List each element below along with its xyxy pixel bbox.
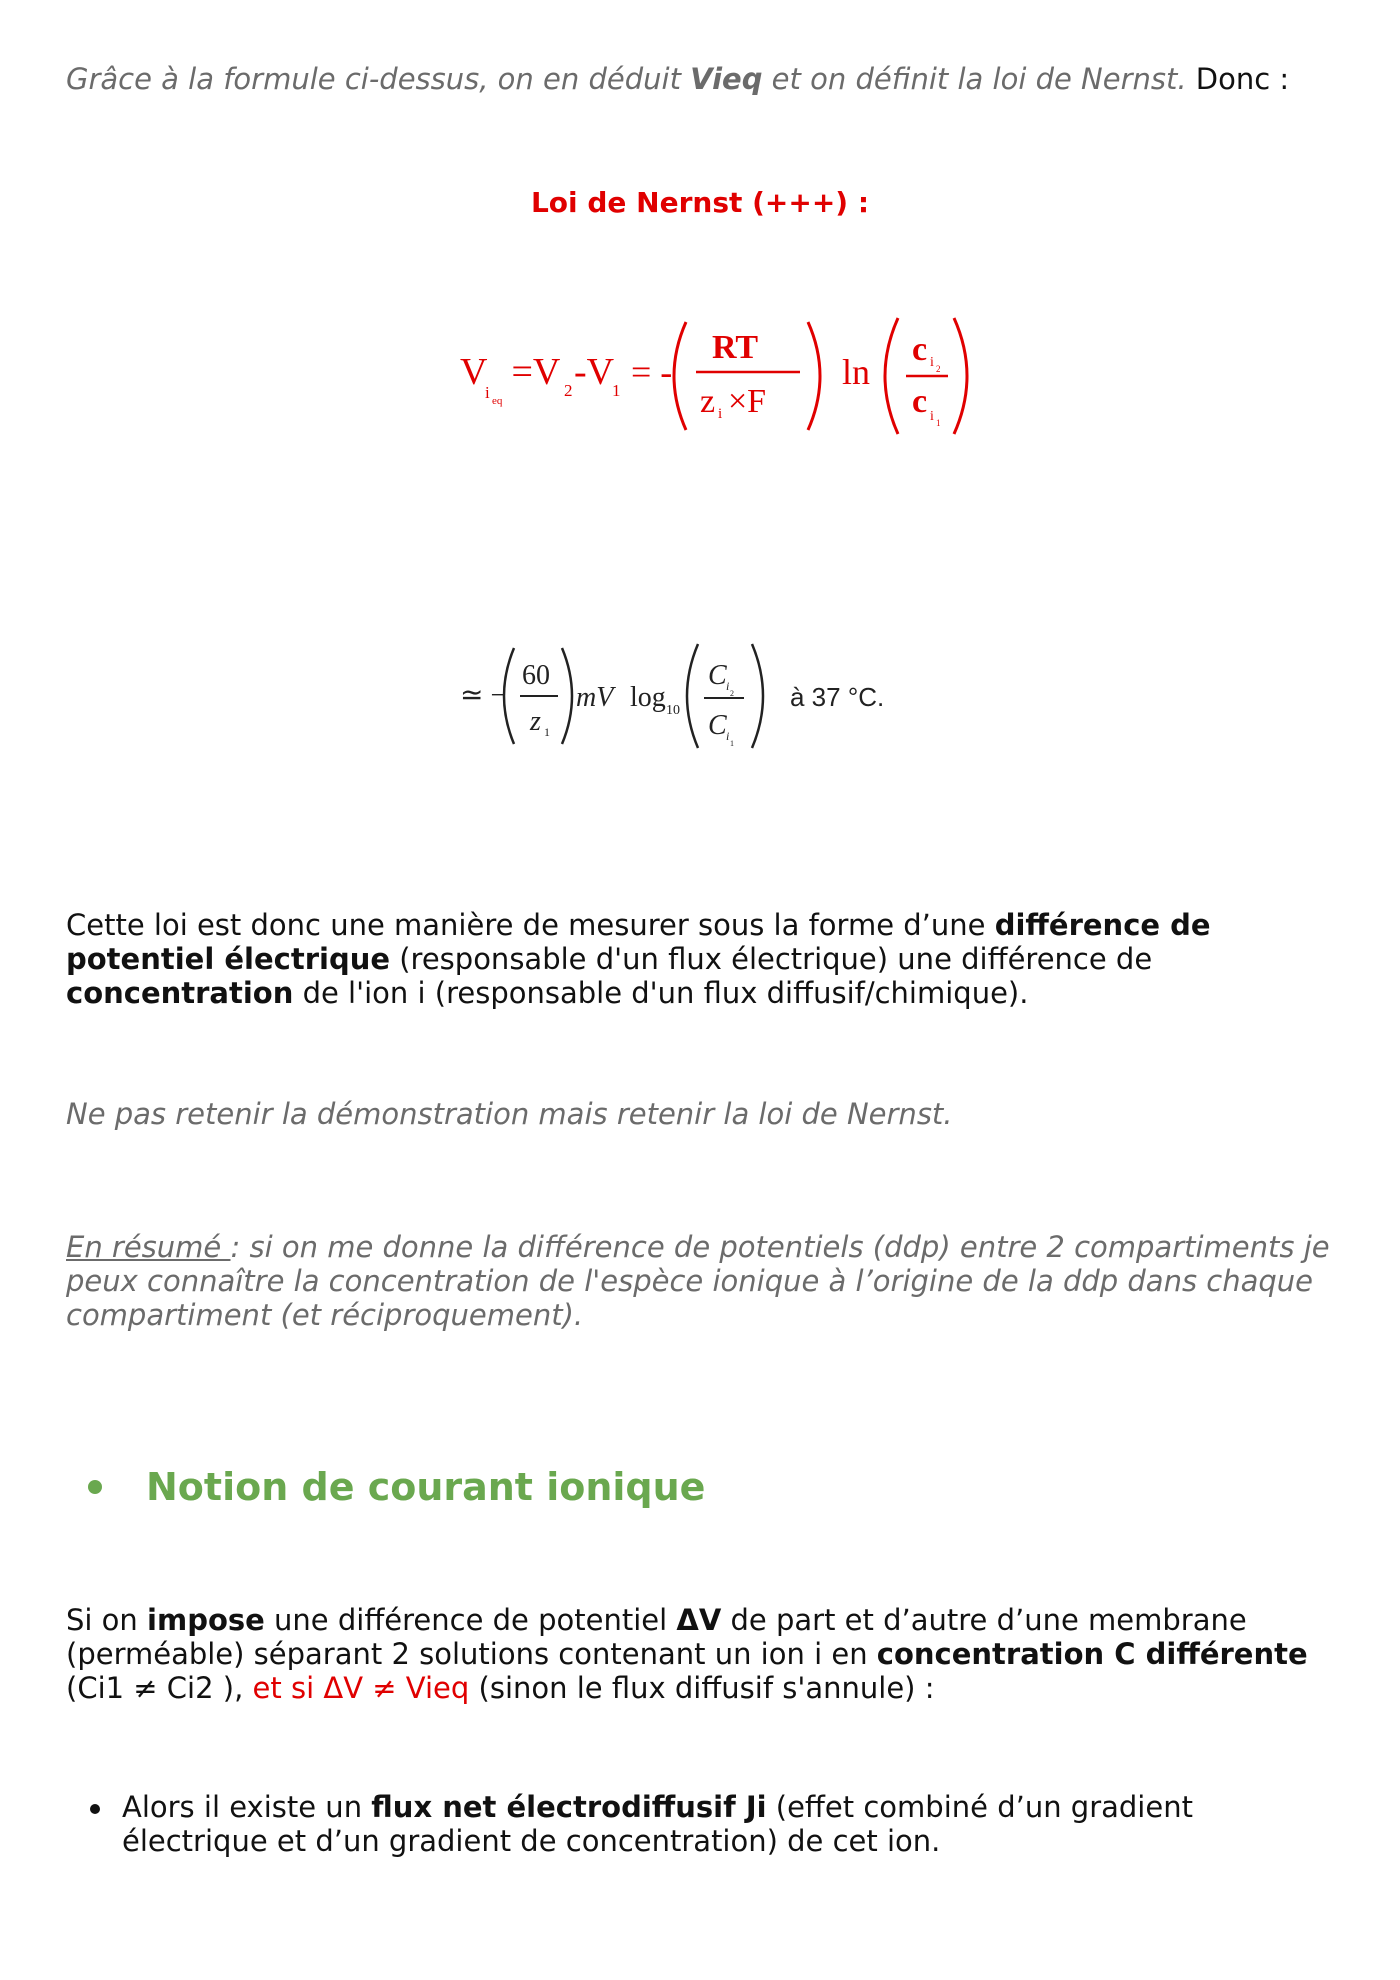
b1-bold-flux: flux net électrodiffusif Ji [371, 1790, 767, 1824]
f2-c-num-i: i [726, 679, 730, 693]
f1-den-z: z [700, 383, 716, 420]
f2-paren-right-1 [562, 648, 572, 744]
f1-sub-1: 1 [612, 381, 621, 400]
f1-paren-left-2 [885, 318, 898, 434]
p2-text-5: (sinon le flux diffusif s'annule) : [469, 1671, 935, 1705]
f1-den-sub-i: i [718, 406, 723, 422]
ionic-current-paragraph [66, 1603, 1356, 1705]
summary-label: En résumé [66, 1230, 231, 1264]
nernst-formula [460, 312, 980, 442]
p2-text-1: Si on [66, 1603, 148, 1637]
f1-num-rt: RT [712, 329, 759, 366]
nernst-law-title: Loi de Nernst (+++) : [530, 186, 870, 219]
f2-paren-right-2 [752, 644, 763, 748]
f1-c-num-i: i [930, 355, 934, 370]
list-item [86, 1790, 1346, 1858]
b1-text-2: (effet combiné d’un gradient électrique et d’un gradient de concentration) de cet ion. [122, 1790, 1193, 1858]
f2-mv: mV [576, 682, 614, 713]
summary-text: : si on me donne la différence de potentiels (ddp) entre 2 compartiments je peux connaître la concentration de l'espèce ionique à l’origine de la ddp dans chaque compartiment (et réciproquement). [66, 1230, 1330, 1332]
f1-sub-i: i [485, 383, 490, 402]
f1-paren-right-1 [808, 322, 820, 430]
bullet-list [86, 1790, 1346, 1858]
f2-log-sub: 10 [666, 703, 680, 718]
f1-c-den: c [912, 383, 928, 420]
p1-bold-concentration: concentration [66, 976, 294, 1010]
section-heading [66, 1465, 1346, 1509]
p2-text-2: une différence de potentiel [264, 1603, 677, 1637]
f2-c-den-sub: 1 [730, 739, 734, 748]
heading-bullet-icon [88, 1480, 102, 1494]
f1-c-num-sub: 2 [936, 364, 941, 374]
f2-den-sub: 1 [544, 725, 550, 739]
f1-c-den-sub: 1 [936, 418, 941, 428]
f1-eq-v2: =V [502, 351, 561, 393]
intro-text-1: Grâce à la formule ci-dessus, on en déduit [66, 62, 691, 96]
f1-sub-eq: eq [492, 395, 503, 407]
f2-den-z: z [530, 706, 541, 737]
f1-ln: ln [842, 352, 871, 392]
f1-c-num: c [912, 331, 928, 368]
p2-text-3: de part et d’autre d’une membrane (perméable) séparant 2 solutions contenant un ion i en [66, 1603, 1247, 1671]
p2-bold-impose: impose [147, 1603, 265, 1637]
p1-text-1: Cette loi est donc une manière de mesurer sous la forme d’une [66, 908, 995, 942]
p2-bold-concentration: concentration C différente [876, 1637, 1308, 1671]
f2-temperature: à 37 °C. [790, 682, 885, 712]
intro-text-3: Donc : [1186, 62, 1290, 96]
intro-text-2: et on définit la loi de Nernst. [762, 62, 1187, 96]
b1-text-1: Alors il existe un [122, 1790, 372, 1824]
f1-minus-v1: -V [574, 351, 615, 393]
p1-bold-potential: différence de potentiel électrique [66, 908, 1211, 976]
nernst-explanation-paragraph [66, 908, 1346, 1010]
f1-c-den-i: i [930, 409, 934, 424]
f2-approx: ≃ − [460, 680, 507, 711]
f2-c-num: C [708, 660, 727, 691]
section-heading-text: Notion de courant ionique [146, 1465, 706, 1509]
f2-paren-left-2 [687, 644, 698, 748]
f1-v: V [460, 351, 488, 393]
f2-c-den: C [708, 710, 727, 741]
p1-text-3: de l'ion i (responsable d'un flux diffusif/chimique). [293, 976, 1029, 1010]
nernst-approx-formula [460, 640, 980, 750]
f1-paren-left-1 [674, 322, 686, 430]
f2-c-den-i: i [726, 729, 730, 743]
f1-equals-minus: = - [622, 352, 673, 392]
p2-bold-delta-v: ΔV [676, 1603, 722, 1637]
intro-bold-vieq: Vieq [690, 62, 763, 96]
f2-c-num-sub: 2 [730, 689, 734, 698]
f1-den-xf: ×F [728, 383, 767, 420]
p2-red-condition: et si ΔV ≠ Vieq [252, 1671, 470, 1705]
p2-text-4: (Ci1 ≠ Ci2 ), [66, 1671, 253, 1705]
f1-sub-2: 2 [564, 381, 573, 400]
p1-text-2: (responsable d'un flux électrique) une différence de [390, 942, 1153, 976]
f2-num-60: 60 [522, 660, 550, 691]
f2-log: log [630, 682, 666, 713]
intro-paragraph [66, 62, 1346, 96]
f1-paren-right-2 [954, 318, 967, 434]
note-text: Ne pas retenir la démonstration mais retenir la loi de Nernst. [66, 1097, 953, 1131]
summary-paragraph [66, 1230, 1346, 1332]
